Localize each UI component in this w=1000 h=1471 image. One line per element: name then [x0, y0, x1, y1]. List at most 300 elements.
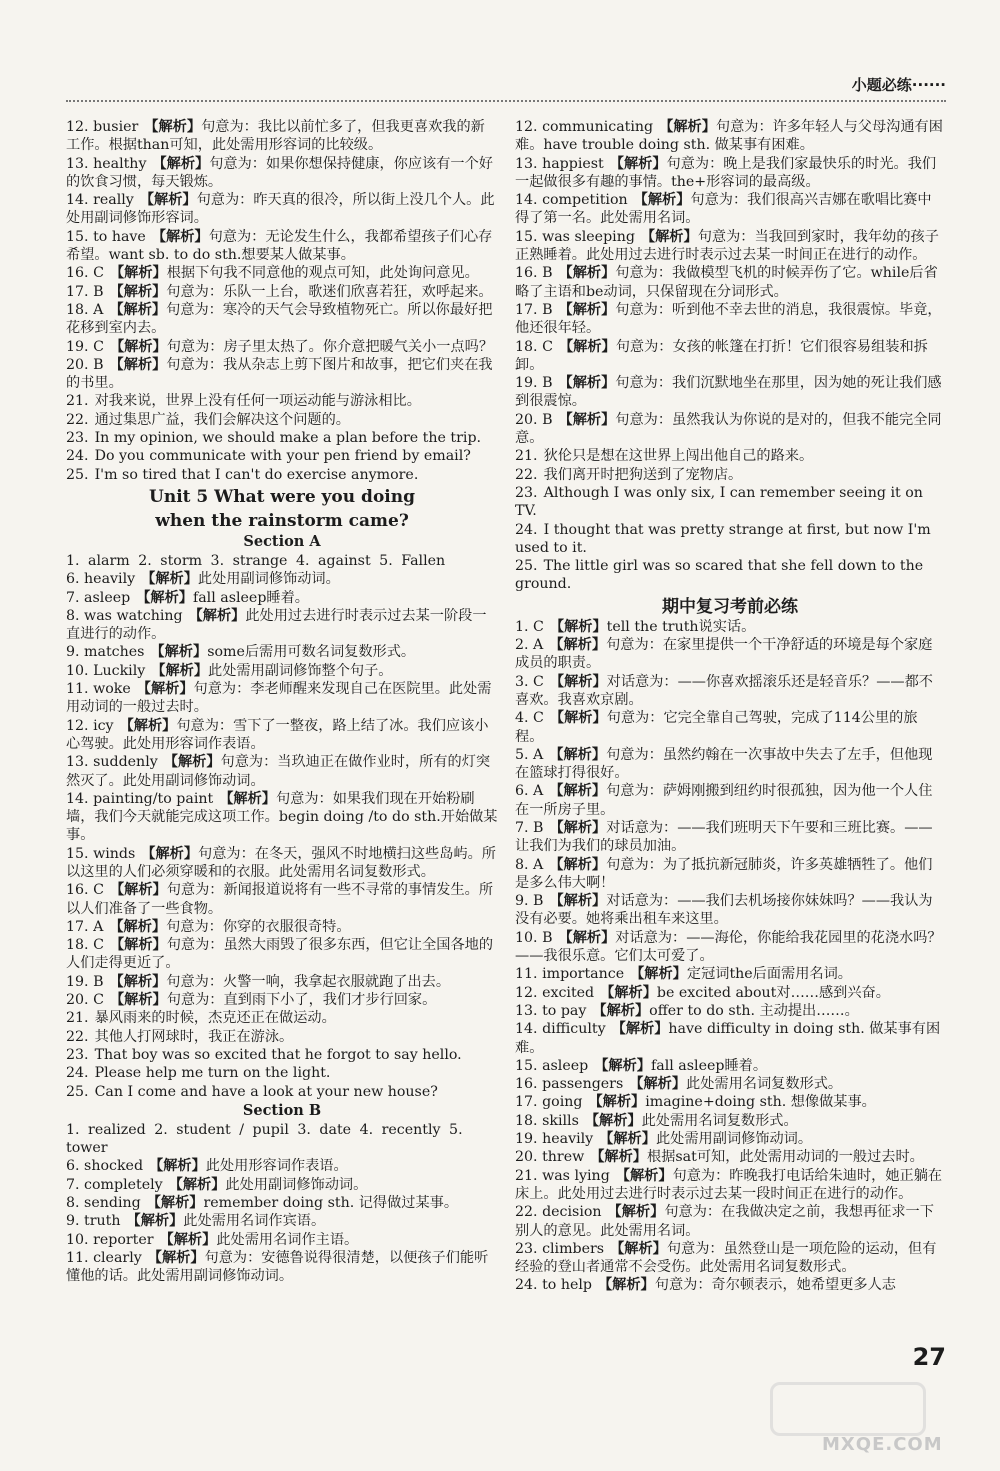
analysis-tag: 【解析】 — [188, 607, 246, 624]
answer-item — [66, 191, 498, 228]
answer-item — [66, 1009, 498, 1027]
analysis-tag: 【解析】 — [109, 356, 167, 373]
answer-key: 2. A — [515, 637, 544, 654]
analysis-tag: 【解析】 — [109, 937, 167, 954]
unit5-title-line2: when the rainstorm came? — [155, 510, 409, 531]
answer-item — [515, 118, 945, 155]
explanation-text: 句意为：我做模型飞机的时候弄伤了它。while后省略了主语和be动词，只保留现在分词形式。 — [515, 265, 938, 300]
answer-key: 15. asleep — [515, 1057, 589, 1074]
answer-item — [66, 1083, 498, 1101]
answer-key: 20. threw — [515, 1149, 585, 1166]
watermark-url: MXQE.COM — [822, 1434, 943, 1455]
explanation-text: I thought that was pretty strange at first, but now I'm used to it. — [515, 521, 931, 556]
analysis-tag: 【解析】 — [558, 338, 616, 355]
answer-item — [515, 1276, 945, 1294]
explanation-text: 句意为：听到他不幸去世的消息，我很震惊。毕竟，他还很年轻。 — [515, 301, 942, 337]
analysis-tag: 【解析】 — [109, 338, 167, 355]
explanation-text: 句意为：你穿的衣服很奇特。 — [166, 918, 351, 935]
explanation-text: 句意为：寒冷的天气会导致植物死亡。所以你最好把花移到室内去。 — [66, 301, 493, 337]
analysis-tag: 【解析】 — [109, 918, 167, 935]
answer-key: 11. clearly — [66, 1249, 142, 1266]
answer-item — [515, 484, 945, 521]
explanation-text: 此处需用副词修饰整个句子。 — [208, 662, 393, 679]
answer-key: 13. happiest — [515, 155, 604, 172]
explanation-text: That boy was so excited that he forgot to say hello. — [94, 1046, 462, 1063]
answer-item — [66, 680, 498, 717]
analysis-tag: 【解析】 — [615, 1167, 673, 1184]
explanation-text: 句意为：在我做决定之前，我想再征求一下别人的意见。此处需用名词。 — [515, 1204, 934, 1239]
explanation-text: 句意为：在冬天，强风不时地横扫这些岛屿。所以这里的人们必须穿暖和的衣服。此处需用名词复数形式。 — [66, 845, 496, 880]
explanation-text: 此处需用名词复数形式。 — [686, 1076, 843, 1093]
explanation-text: 此处需用名词作主语。 — [216, 1231, 359, 1248]
answer-key: 24. — [515, 521, 538, 538]
explanation-text: 句意为：当玖迪正在做作业时，所有的灯突然灭了。此处用副词修饰动词。 — [66, 754, 491, 789]
explanation-text: Do you communicate with your pen friend by email? — [94, 448, 471, 465]
analysis-tag: 【解析】 — [549, 637, 607, 654]
left-column — [66, 118, 498, 1286]
answer-key: 6. shocked — [66, 1158, 144, 1175]
explanation-text: 句意为：房子里太热了。你介意把暖气关小一点吗？ — [166, 338, 494, 355]
answer-item — [515, 1240, 945, 1277]
answer-key: 21. was lying — [515, 1167, 610, 1184]
analysis-tag: 【解析】 — [597, 1277, 655, 1294]
answer-key: 10. reporter — [66, 1231, 154, 1248]
explanation-text: 对话意为：——我们班明天下午要和三班比赛。——让我们为我们的球员加油。 — [515, 819, 933, 855]
answer-key: 20. B — [515, 411, 553, 428]
explanation-text: Although I was only six, I can remember seeing it on TV. — [515, 484, 923, 520]
analysis-tag: 【解析】 — [611, 1021, 669, 1038]
explanation-text: 根据下句我不同意他的观点可知，此处询问意见。 — [166, 265, 479, 282]
page-header — [66, 70, 946, 104]
explanation-text: 句意为：火警一响，我拿起衣服就跑了出去。 — [166, 973, 451, 990]
answer-key: 18. A — [66, 301, 104, 318]
explanation-text: Please help me turn on the light. — [94, 1065, 331, 1082]
answer-item — [66, 973, 498, 991]
explanation-text: 暴风雨来的时候，杰克还正在做运动。 — [94, 1010, 336, 1027]
section-a-heading: Section A — [243, 532, 321, 550]
right-column — [515, 118, 945, 1295]
answer-key: 6. heavily — [66, 571, 136, 588]
answer-item — [515, 338, 945, 375]
explanation-text: 此处用副词修饰动词。 — [197, 571, 340, 588]
answer-item — [66, 429, 498, 447]
analysis-tag: 【解析】 — [150, 644, 208, 661]
answer-key: 11. woke — [66, 681, 131, 698]
answer-item — [66, 570, 498, 588]
answer-item — [66, 392, 498, 410]
analysis-tag: 【解析】 — [549, 710, 607, 727]
answer-key: 19. C — [66, 338, 104, 355]
explanation-text: 对话意为：——你喜欢摇滚乐还是轻音乐？——都不喜欢。我喜欢京剧。 — [515, 673, 933, 708]
answer-key: 9. truth — [66, 1213, 121, 1230]
answer-key: 20. C — [66, 992, 104, 1009]
answer-key: 15. was sleeping — [515, 228, 635, 245]
analysis-tag: 【解析】 — [168, 1176, 226, 1193]
explanation-text: The little girl was so scared that she fell down to the ground. — [515, 558, 924, 593]
explanation-text: I'm so tired that I can't do exercise anymore. — [94, 466, 419, 483]
explanation-text: In my opinion, we should make a plan before the trip. — [94, 430, 482, 447]
explanation-text: 句意为：李老师醒来发现自己在医院里。此处需用动词的一般过去时。 — [66, 681, 492, 716]
explanation-text: 句意为：虽然登山是一项危险的运动，但有经验的登山者通常不会受伤。此处需用名词复数形式。 — [515, 1240, 937, 1276]
explanation-text: 通过集思广益，我们会解决这个问题的。 — [94, 411, 350, 428]
analysis-tag: 【解析】 — [151, 228, 209, 245]
answer-item — [515, 374, 945, 411]
explanation-text: some后需用可数名词复数形式。 — [207, 644, 416, 661]
answer-key: 22. decision — [515, 1204, 602, 1221]
analysis-tag: 【解析】 — [159, 1231, 217, 1248]
answer-key: 23. — [66, 1046, 89, 1063]
answer-item — [515, 1130, 945, 1148]
explanation-text: 句意为：虽然大雨毁了很多东西，但它让全国各地的人们走得更近了。 — [66, 937, 494, 972]
analysis-tag: 【解析】 — [600, 984, 657, 1001]
explanation-text: 狄伦只是想在这世界上闯出他自己的路来。 — [543, 448, 814, 465]
answer-item — [66, 338, 498, 356]
answer-key: 16. passengers — [515, 1076, 624, 1093]
analysis-tag: 【解析】 — [609, 155, 667, 172]
answer-item — [66, 1212, 498, 1230]
answer-key: 22. — [66, 1028, 89, 1045]
analysis-tag: 【解析】 — [152, 155, 210, 172]
section-b-heading: Section B — [242, 1101, 322, 1119]
answer-item — [66, 447, 498, 465]
answer-key: 16. C — [66, 882, 104, 899]
analysis-tag: 【解析】 — [558, 301, 616, 318]
answer-key: 4. C — [515, 710, 544, 727]
answer-item — [66, 356, 498, 393]
analysis-tag: 【解析】 — [126, 1213, 184, 1230]
explanation-text: 句意为：女孩的帐篷在打折！它们很容易组装和拆卸。 — [515, 338, 928, 373]
explanation-text: 根据sat可知，此处需用动词的一般过去时。 — [647, 1149, 924, 1166]
section-a-list — [66, 570, 498, 1101]
explanation-text: 句意为：雪下了一整夜，路上结了冰。我们应该小心驾驶。此处用形容词作表语。 — [66, 717, 489, 752]
answer-key: 17. B — [515, 301, 553, 318]
answer-item — [66, 753, 498, 790]
answer-key: 16. C — [66, 265, 104, 282]
answer-item — [66, 717, 498, 754]
analysis-tag: 【解析】 — [109, 973, 167, 990]
answer-key: 18. skills — [515, 1112, 579, 1129]
answer-key: 22. — [515, 466, 538, 483]
analysis-tag: 【解析】 — [629, 1076, 687, 1093]
explanation-text: 此处用形容词作表语。 — [205, 1158, 348, 1175]
answer-key: 13. to pay — [515, 1002, 587, 1019]
answer-item — [515, 466, 945, 484]
answer-key: 15. winds — [66, 845, 136, 862]
explanation-text: tell the truth说实话。 — [606, 618, 756, 635]
answer-key: 10. B — [515, 929, 553, 946]
answer-key: 8. was watching — [66, 607, 183, 624]
answer-item — [515, 191, 945, 228]
explanation-text: 此处用过去进行时表示过去某一阶段一直进行的动作。 — [66, 607, 487, 643]
answer-item — [515, 618, 945, 636]
answer-key: 20. B — [66, 356, 104, 373]
answer-item — [515, 819, 945, 856]
analysis-tag: 【解析】 — [549, 819, 607, 836]
explanation-text: 句意为：我比以前忙多了，但我更喜欢我的新工作。根据than可知，此处需用形容词的比较级。 — [66, 119, 485, 154]
answer-item — [515, 301, 945, 338]
answer-key: 23. — [515, 484, 538, 501]
explanation-text: 句意为：我们沉默地坐在那里，因为她的死让我们感到很震惊。 — [515, 375, 942, 410]
answer-item — [66, 845, 498, 882]
midterm-title: 期中复习考前必练 — [662, 596, 798, 617]
answer-key: 7. completely — [66, 1176, 163, 1193]
analysis-tag: 【解析】 — [146, 1195, 204, 1212]
explanation-text: 句意为：萨姆刚搬到纽约时很孤独，因为他一个人住在一所房子里。 — [515, 783, 933, 818]
analysis-tag: 【解析】 — [109, 882, 167, 899]
analysis-tag: 【解析】 — [594, 1057, 651, 1074]
explanation-text: 句意为：许多年轻人与父母沟通有困难。have trouble doing sth. 做某事有困难。 — [515, 119, 943, 154]
explanation-text: have difficulty in doing sth. 做某事有困难。 — [515, 1021, 941, 1056]
explanation-text: 句意为：昨天真的很冷，所以街上没几个人。此处用副词修饰形容词。 — [66, 192, 495, 227]
analysis-tag: 【解析】 — [549, 856, 607, 873]
answer-item — [515, 521, 945, 558]
answer-item — [515, 929, 945, 966]
explanation-text: remember doing sth. 记得做过某事。 — [203, 1195, 459, 1212]
answer-key: 17. B — [66, 283, 104, 300]
answer-item — [66, 155, 498, 192]
explanation-text: 句意为：直到雨下小了，我们才步行回家。 — [166, 992, 437, 1009]
explanation-text: 句意为：安德鲁说得很清楚，以便孩子们能听懂他的话。此处需用副词修饰动词。 — [66, 1249, 489, 1285]
answer-item — [66, 1249, 498, 1286]
answer-key: 11. importance — [515, 966, 625, 983]
section-b-line1: 1. realized 2. student / pupil 3. date 4. recently 5. tower — [66, 1121, 463, 1157]
answer-key: 12. icy — [66, 717, 114, 734]
answer-item — [515, 447, 945, 465]
explanation-text: fall asleep睡着。 — [192, 589, 309, 606]
explanation-text: 我们离开时把狗送到了宠物店。 — [543, 466, 743, 483]
explanation-text: 句意为：昨晚我打电话给朱迪时，她正躺在床上。此处用过去进行时表示过去某一段时间正在进行的动作。 — [515, 1167, 943, 1202]
answer-key: 19. B — [66, 973, 104, 990]
answer-item — [66, 1157, 498, 1175]
answer-item — [66, 991, 498, 1009]
analysis-tag: 【解析】 — [607, 1204, 665, 1221]
midterm-list — [515, 618, 945, 1295]
explanation-text: 此处用副词修饰动词。 — [225, 1176, 368, 1193]
answer-item — [515, 1002, 945, 1020]
header-title: 小题必练······ — [851, 76, 946, 94]
answer-key: 21. — [66, 1010, 89, 1027]
explanation-text: 句意为：如果你想保持健康，你应该有一个好的饮食习惯，每天锻炼。 — [66, 155, 493, 190]
analysis-tag: 【解析】 — [584, 1112, 642, 1129]
analysis-tag: 【解析】 — [141, 845, 199, 862]
answer-item — [515, 1057, 945, 1075]
analysis-tag: 【解析】 — [610, 1240, 667, 1257]
analysis-tag: 【解析】 — [147, 1249, 205, 1266]
answer-item — [66, 301, 498, 338]
answer-item — [66, 881, 498, 918]
watermark — [770, 1382, 970, 1462]
analysis-tag: 【解析】 — [588, 1094, 646, 1111]
answer-item — [515, 1112, 945, 1130]
answer-key: 21. — [66, 393, 89, 410]
analysis-tag: 【解析】 — [144, 119, 202, 135]
answer-key: 7. B — [515, 819, 544, 836]
answer-key: 14. difficulty — [515, 1021, 606, 1038]
answer-item — [515, 1075, 945, 1093]
answer-key: 14. painting/to paint — [66, 790, 214, 807]
explanation-text: 句意为：我们很高兴吉娜在歌唱比赛中得了第一名。此处需用名词。 — [515, 192, 932, 227]
answer-item — [66, 662, 498, 680]
answer-item — [66, 466, 498, 484]
analysis-tag: 【解析】 — [558, 411, 616, 428]
explanation-text: 句意为：晚上是我们家最快乐的时光。我们一起做很多有趣的事情。the+形容词的最高级。 — [515, 155, 937, 190]
answer-key: 18. C — [515, 338, 553, 355]
answer-key: 9. matches — [66, 644, 145, 661]
analysis-tag: 【解析】 — [549, 893, 607, 910]
explanation-text: 句意为：在家里提供一个干净舒适的环境是每个家庭成员的职责。 — [515, 637, 933, 672]
answer-key: 18. C — [66, 937, 104, 954]
explanation-text: 句意为：虽然约翰在一次事故中失去了左手，但他现在篮球打得很好。 — [515, 746, 933, 782]
answer-key: 10. Luckily — [66, 662, 146, 679]
analysis-tag: 【解析】 — [558, 265, 616, 282]
explanation-text: 句意为：无论发生什么，我都希望孩子们心存希望。want sb. to do sth.想要某人做某事。 — [66, 228, 493, 264]
answer-key: 8. sending — [66, 1195, 141, 1212]
analysis-tag: 【解析】 — [109, 301, 167, 318]
analysis-tag: 【解析】 — [109, 283, 167, 300]
answer-key: 25. — [515, 558, 538, 575]
analysis-tag: 【解析】 — [136, 681, 194, 698]
answer-key: 7. asleep — [66, 589, 131, 606]
page-number: 27 — [912, 1343, 946, 1371]
answer-item — [515, 1093, 945, 1111]
answer-key: 14. really — [66, 192, 134, 209]
analysis-tag: 【解析】 — [590, 1149, 647, 1166]
explanation-text: imagine+doing sth. 想像做某事。 — [645, 1094, 876, 1111]
answer-key: 21. — [515, 448, 538, 465]
answer-item — [515, 1020, 945, 1057]
answer-item — [515, 411, 945, 448]
answer-key: 13. healthy — [66, 155, 147, 172]
analysis-tag: 【解析】 — [119, 717, 177, 734]
analysis-tag: 【解析】 — [592, 1002, 650, 1019]
answer-item — [66, 918, 498, 936]
explanation-text: 句意为：我从杂志上剪下图片和故事，把它们夹在我的书里。 — [66, 356, 493, 392]
right-answer-list — [515, 118, 945, 594]
analysis-tag: 【解析】 — [109, 992, 167, 1009]
answer-item — [515, 984, 945, 1002]
left-answer-list — [66, 118, 498, 484]
analysis-tag: 【解析】 — [151, 662, 209, 679]
analysis-tag: 【解析】 — [109, 265, 167, 282]
analysis-tag: 【解析】 — [149, 1158, 206, 1175]
analysis-tag: 【解析】 — [141, 571, 198, 588]
section-b-list — [66, 1157, 498, 1285]
answer-item — [66, 118, 498, 155]
answer-key: 25. — [66, 466, 89, 483]
explanation-text: 句意为：为了抵抗新冠肺炎，许多英雄牺牲了。他们是多么伟大啊！ — [515, 856, 933, 891]
answer-item — [515, 782, 945, 819]
unit5-title-line1: Unit 5 What were you doing — [149, 486, 415, 507]
explanation-text: 句意为：奇尔顿表示，她希望更多人志 — [654, 1277, 896, 1294]
answer-item — [515, 965, 945, 983]
answer-key: 19. B — [515, 375, 553, 392]
answer-item — [66, 264, 498, 282]
analysis-tag: 【解析】 — [549, 746, 607, 763]
answer-key: 19. heavily — [515, 1131, 594, 1148]
answer-item — [515, 709, 945, 746]
answer-key: 8. A — [515, 856, 544, 873]
answer-key: 1. C — [515, 618, 544, 635]
answer-key: 22. — [66, 411, 89, 428]
explanation-text: Can I come and have a look at your new house? — [94, 1083, 438, 1100]
answer-item — [66, 936, 498, 973]
explanation-text: 句意为：新闻报道说将有一些不寻常的事情发生。所以人们准备了一些食物。 — [66, 882, 494, 917]
analysis-tag: 【解析】 — [640, 228, 698, 245]
answer-item — [66, 1231, 498, 1249]
answer-item — [515, 228, 945, 265]
analysis-tag: 【解析】 — [549, 783, 607, 800]
answer-item — [515, 673, 945, 710]
answer-key: 12. communicating — [515, 119, 654, 135]
answer-item — [515, 856, 945, 893]
explanation-text: 对我来说，世界上没有任何一项运动能与游泳相比。 — [94, 393, 421, 410]
answer-item — [66, 589, 498, 607]
answer-key: 12. excited — [515, 984, 595, 1001]
answer-item — [515, 557, 945, 594]
explanation-text: 句意为：它完全靠自己驾驶，完成了114公里的旅程。 — [515, 710, 918, 745]
explanation-text: 句意为：当我回到家时，我年幼的孩子正熟睡着。此处用过去进行时表示过去某一时间正在进行的动作。 — [515, 228, 939, 264]
explanation-text: offer to do sth. 主动提出……。 — [649, 1002, 859, 1019]
analysis-tag: 【解析】 — [633, 192, 691, 209]
answer-item — [66, 1028, 498, 1046]
answer-item — [515, 155, 945, 192]
answer-item — [515, 1148, 945, 1166]
answer-item — [66, 228, 498, 265]
answer-key: 13. suddenly — [66, 754, 158, 771]
explanation-text: fall asleep睡着。 — [651, 1057, 768, 1074]
answer-key: 5. A — [515, 746, 544, 763]
answer-key: 15. to have — [66, 228, 146, 245]
explanation-text: 句意为：乐队一上台，歌迷们欣喜若狂，欢呼起来。 — [166, 283, 493, 300]
answer-item — [515, 1167, 945, 1204]
explanation-text: 对话意为：——海伦，你能给我花园里的花浇水吗？——我很乐意。它们太可爱了。 — [515, 929, 942, 965]
answer-item — [66, 607, 498, 644]
explanation-text: 此处需用名词复数形式。 — [641, 1112, 798, 1129]
answer-item — [515, 892, 945, 929]
answer-item — [515, 746, 945, 783]
answer-key: 17. A — [66, 918, 104, 935]
analysis-tag: 【解析】 — [549, 618, 607, 635]
answer-item — [66, 1046, 498, 1064]
analysis-tag: 【解析】 — [549, 673, 607, 690]
explanation-text: 其他人打网球时，我正在游泳。 — [94, 1028, 294, 1045]
answer-item — [66, 1064, 498, 1082]
answer-key: 24. — [66, 1065, 89, 1082]
analysis-tag: 【解析】 — [599, 1131, 656, 1148]
answer-item — [66, 1194, 498, 1212]
analysis-tag: 【解析】 — [558, 375, 616, 392]
watermark-seal-icon — [770, 1382, 926, 1436]
answer-item — [66, 411, 498, 429]
answer-key: 23. — [66, 430, 89, 447]
analysis-tag: 【解析】 — [219, 790, 276, 807]
header-rule — [66, 100, 946, 102]
analysis-tag: 【解析】 — [558, 929, 616, 946]
answer-key: 9. B — [515, 893, 544, 910]
answer-key: 14. competition — [515, 192, 628, 209]
explanation-text: 定冠词the后面需用名词。 — [686, 966, 852, 983]
answer-key: 23. climbers — [515, 1240, 605, 1257]
explanation-text: 此处需用副词修饰动词。 — [655, 1131, 813, 1148]
answer-item — [515, 1203, 945, 1240]
answer-item — [66, 283, 498, 301]
section-a-line1: 1. alarm 2. storm 3. strange 4. against 5. Fallen — [66, 552, 446, 569]
analysis-tag: 【解析】 — [139, 192, 197, 209]
explanation-text: 对话意为：——我们去机场接你妹妹吗？——我认为没有必要。她将乘出租车来这里。 — [515, 893, 933, 928]
answer-key: 6. A — [515, 783, 544, 800]
analysis-tag: 【解析】 — [630, 966, 687, 983]
answer-item — [515, 636, 945, 673]
